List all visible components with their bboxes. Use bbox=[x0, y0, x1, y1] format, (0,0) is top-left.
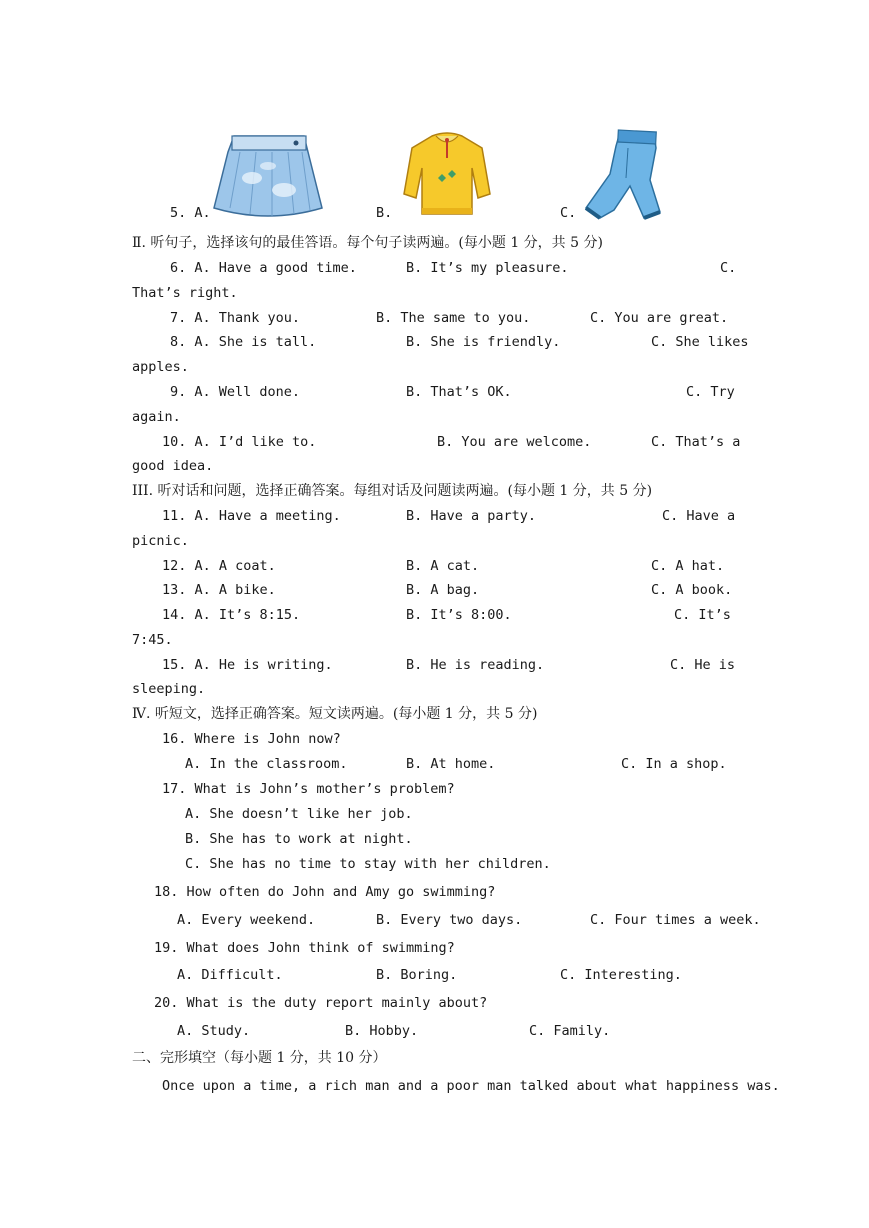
q6-option-a: 6. A. Have a good time. bbox=[170, 260, 357, 276]
q16-option-b: B. At home. bbox=[406, 756, 496, 772]
q18-option-c: C. Four times a week. bbox=[590, 912, 761, 928]
q16-stem: 16. Where is John now? bbox=[162, 731, 341, 747]
q11-option-c-wrap: picnic. bbox=[132, 533, 189, 549]
q5-number: 5. A. bbox=[170, 205, 211, 221]
q10-option-a: 10. A. I’d like to. bbox=[162, 434, 317, 450]
q14-option-c-wrap: 7:45. bbox=[132, 632, 173, 648]
q5-option-b: B. bbox=[376, 205, 393, 221]
q20-stem: 20. What is the duty report mainly about? bbox=[154, 995, 488, 1011]
q11-option-c: C. Have a bbox=[662, 508, 736, 524]
trousers-icon bbox=[580, 128, 664, 222]
part-2-heading: 二、完形填空（每小题 1 分，共 10 分） bbox=[132, 1050, 387, 1066]
q12-option-b: B. A cat. bbox=[406, 558, 480, 574]
q20-option-a: A. Study. bbox=[177, 1023, 251, 1039]
passage-first-line: Once upon a time, a rich man and a poor man talked about what happiness was. bbox=[162, 1078, 780, 1094]
q7-option-a: 7. A. Thank you. bbox=[170, 310, 301, 326]
q6-option-b: B. It’s my pleasure. bbox=[406, 260, 569, 276]
section-3-heading: III. 听对话和问题，选择正确答案。每组对话及问题读两遍。(每小题 1 分，共 5 分) bbox=[132, 483, 653, 499]
q15-option-c-wrap: sleeping. bbox=[132, 681, 206, 697]
q15-option-c: C. He is bbox=[670, 657, 736, 673]
q18-stem: 18. How often do John and Amy go swimming? bbox=[154, 884, 496, 900]
q5-option-c: C. bbox=[560, 205, 577, 221]
q9-option-c: C. Try bbox=[686, 384, 735, 400]
q6-option-c: C. bbox=[720, 260, 737, 276]
q20-option-b: B. Hobby. bbox=[345, 1023, 419, 1039]
q8-option-b: B. She is friendly. bbox=[406, 334, 561, 350]
section-4-heading: Ⅳ. 听短文，选择正确答案。短文读两遍。(每小题 1 分，共 5 分) bbox=[132, 706, 538, 722]
q12-option-a: 12. A. A coat. bbox=[162, 558, 276, 574]
q18-option-b: B. Every two days. bbox=[376, 912, 523, 928]
q17-option-a: A. She doesn’t like her job. bbox=[185, 806, 413, 822]
q11-option-b: B. Have a party. bbox=[406, 508, 537, 524]
section-2-heading: Ⅱ. 听句子，选择该句的最佳答语。每个句子读两遍。(每小题 1 分，共 5 分) bbox=[132, 235, 603, 251]
q8-option-a: 8. A. She is tall. bbox=[170, 334, 317, 350]
q10-option-c: C. That’s a bbox=[651, 434, 741, 450]
q16-option-c: C. In a shop. bbox=[621, 756, 727, 772]
q14-option-a: 14. A. It’s 8:15. bbox=[162, 607, 301, 623]
q19-option-a: A. Difficult. bbox=[177, 967, 283, 983]
q13-option-c: C. A book. bbox=[651, 582, 733, 598]
q17-stem: 17. What is John’s mother’s problem? bbox=[162, 781, 455, 797]
q9-option-b: B. That’s OK. bbox=[406, 384, 512, 400]
q6-option-c-wrap: That’s right. bbox=[132, 285, 238, 301]
q15-option-b: B. He is reading. bbox=[406, 657, 545, 673]
q9-option-c-wrap: again. bbox=[132, 409, 181, 425]
q11-option-a: 11. A. Have a meeting. bbox=[162, 508, 341, 524]
q17-option-c: C. She has no time to stay with her children. bbox=[185, 856, 551, 872]
q19-stem: 19. What does John think of swimming? bbox=[154, 940, 455, 956]
q10-option-b: B. You are welcome. bbox=[437, 434, 592, 450]
q16-option-a: A. In the classroom. bbox=[185, 756, 348, 772]
skirt-icon bbox=[212, 132, 324, 220]
q14-option-c: C. It’s bbox=[674, 607, 731, 623]
q7-option-c: C. You are great. bbox=[590, 310, 729, 326]
q10-option-c-wrap: good idea. bbox=[132, 458, 214, 474]
q13-option-b: B. A bag. bbox=[406, 582, 480, 598]
q18-option-a: A. Every weekend. bbox=[177, 912, 316, 928]
sweater-icon bbox=[402, 128, 492, 218]
q12-option-c: C. A hat. bbox=[651, 558, 725, 574]
q13-option-a: 13. A. A bike. bbox=[162, 582, 276, 598]
q15-option-a: 15. A. He is writing. bbox=[162, 657, 333, 673]
q9-option-a: 9. A. Well done. bbox=[170, 384, 301, 400]
q14-option-b: B. It’s 8:00. bbox=[406, 607, 512, 623]
q7-option-b: B. The same to you. bbox=[376, 310, 531, 326]
q17-option-b: B. She has to work at night. bbox=[185, 831, 413, 847]
q19-option-c: C. Interesting. bbox=[560, 967, 682, 983]
q19-option-b: B. Boring. bbox=[376, 967, 458, 983]
q20-option-c: C. Family. bbox=[529, 1023, 611, 1039]
q8-option-c-wrap: apples. bbox=[132, 359, 189, 375]
q8-option-c: C. She likes bbox=[651, 334, 749, 350]
